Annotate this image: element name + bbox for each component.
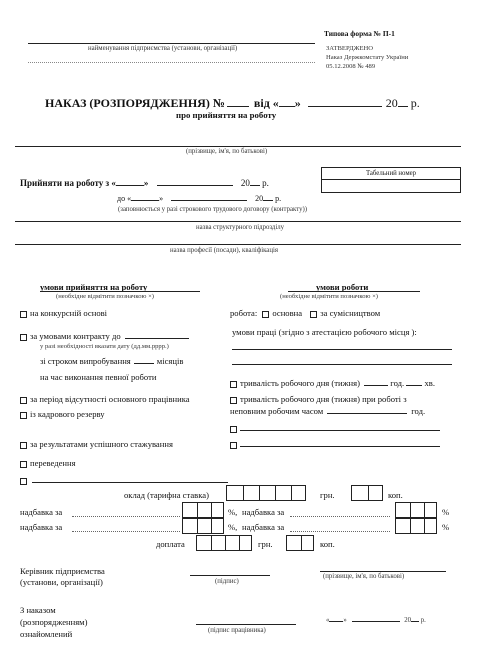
hire-to-day-field[interactable] (131, 200, 159, 201)
work-conditions-label: умови праці (згідно з атестацією робочого місця ): (232, 327, 417, 337)
partial-hours-label: год. (411, 406, 426, 416)
checkbox[interactable] (230, 397, 237, 404)
hire-from-month-field[interactable] (157, 185, 233, 186)
right-col-heading-line (288, 291, 420, 292)
checkbox[interactable] (20, 442, 27, 449)
right-col-heading: умови роботи (316, 282, 369, 292)
bonus3-reason-field[interactable] (72, 531, 180, 532)
rate-uah-field[interactable] (226, 485, 306, 501)
partial-day-label-2: неповним робочим часом (230, 406, 324, 416)
tab-number-label: Табельний номер (322, 168, 460, 180)
partial-hours-field[interactable] (327, 413, 407, 414)
checkbox[interactable] (230, 381, 237, 388)
org-name-caption: найменування підприємства (установи, організації) (88, 45, 238, 52)
approved-label: ЗАТВЕРДЖЕНО (326, 45, 374, 52)
order-month-field[interactable] (308, 106, 382, 107)
approving-order: Наказ Держкомстату України (326, 54, 409, 61)
head-signature-caption: (підпис) (215, 578, 239, 585)
checkbox[interactable] (262, 311, 269, 318)
cond-other-field[interactable] (32, 482, 228, 483)
left-col-note: (необхідне відмітити позначкою ×) (56, 293, 155, 300)
checkbox[interactable] (310, 311, 317, 318)
cond-reserve[interactable] (20, 409, 105, 419)
head-signature-field[interactable] (190, 575, 270, 576)
person-name-caption: (прізвище, ім'я, по батькові) (186, 148, 268, 155)
head-label-1: Керівник підприємства (20, 566, 105, 576)
tab-number-field[interactable] (322, 180, 460, 192)
work-conditions-line-1[interactable] (232, 349, 452, 350)
probation-row (40, 356, 183, 366)
ack-month-field[interactable] (352, 621, 400, 622)
unit-caption: назва структурного підрозділу (196, 224, 285, 231)
order-vid: від « (253, 96, 279, 110)
cond-competition[interactable] (20, 308, 107, 318)
position-caption: назва професії (посади), кваліфікація (170, 247, 278, 254)
person-name-line[interactable] (15, 146, 461, 147)
bonus4-reason-field[interactable] (290, 531, 390, 532)
hire-from-quote-close: » (143, 178, 149, 188)
checkbox[interactable] (230, 442, 237, 449)
cond-absence[interactable] (20, 394, 190, 404)
day-minutes-field[interactable] (406, 385, 422, 386)
hire-to-quote-close: » (159, 194, 164, 203)
day-length-row[interactable] (230, 378, 435, 388)
order-year-suffix: р. (407, 96, 420, 110)
order-subtitle: про прийняття на роботу (176, 110, 277, 120)
hire-to-year-suffix: р. (273, 194, 282, 203)
bonus2-percent-field[interactable] (395, 502, 437, 518)
work-main-label: основна (272, 308, 303, 318)
bonus2-percent-label: % (442, 507, 450, 517)
left-col-heading-line (40, 291, 200, 292)
hire-from-year-suffix: р. (259, 178, 269, 188)
extra-label: доплата (156, 539, 185, 549)
work-combo-label: за сумісництвом (320, 308, 381, 318)
ack-year-suffix: р. (419, 617, 426, 624)
org-name-line[interactable] (28, 43, 315, 44)
ack-label-2: (розпорядженням) (20, 617, 88, 627)
approval-date: 05.12.2008 № 489 (326, 63, 376, 70)
contract-note: у разі необхідності вказати дату (дд.мм.рррр.) (40, 343, 169, 350)
extra-kop-field[interactable] (286, 535, 314, 551)
hire-to-label: до « (117, 194, 132, 203)
ack-label-1: З наказом (20, 605, 56, 615)
day-hours-label: год. (390, 378, 405, 388)
employee-signature-field[interactable] (196, 624, 296, 625)
ack-date-close: » (343, 617, 347, 624)
bonus1-percent-label: %, (228, 507, 238, 517)
right-col-note: (необхідне відмітити позначкою ×) (280, 293, 379, 300)
work-type-label: робота: (230, 308, 258, 318)
bonus4-percent-label: % (442, 522, 450, 532)
order-day-field[interactable] (279, 106, 295, 107)
cond-transfer[interactable] (20, 458, 76, 468)
bonus3-percent-label: %, (228, 522, 238, 532)
head-label-2: (установи, організації) (20, 577, 103, 587)
partial-day-row-2 (230, 406, 425, 416)
hire-to-note: (заповнюється у разі строкового трудового договору (контракту)) (118, 206, 308, 213)
hire-to-month-field[interactable] (171, 200, 247, 201)
checkbox[interactable] (20, 311, 27, 318)
contract-date-field[interactable] (125, 338, 189, 339)
order-year-prefix: 20 (385, 96, 398, 110)
hire-from-year-prefix: 20 (240, 178, 250, 188)
day-hours-field[interactable] (364, 385, 388, 386)
org-name-line-2 (28, 62, 315, 63)
probation-label: зі строком випробування (40, 356, 131, 366)
partial-day-row[interactable] (230, 394, 407, 404)
right-other-1[interactable] (230, 423, 440, 433)
checkbox[interactable] (20, 461, 27, 468)
order-number-field[interactable] (227, 106, 249, 107)
bonus3-percent-field[interactable] (182, 518, 224, 534)
probation-months-field[interactable] (134, 363, 154, 364)
hire-to-year-prefix: 20 (255, 194, 264, 203)
head-name-caption: (прізвище, ім'я, по батькові) (323, 573, 405, 580)
order-year-field[interactable] (398, 106, 408, 107)
temp-work-label: на час виконання певної роботи (40, 372, 157, 382)
hire-to-row (117, 194, 281, 203)
probation-months-label: місяців (156, 356, 184, 366)
position-line[interactable] (15, 244, 461, 245)
order-quote-close: » (294, 96, 301, 110)
extra-kop-label: коп. (320, 539, 335, 549)
bonus2-reason-field[interactable] (290, 516, 390, 517)
hire-to-year-field[interactable] (263, 200, 273, 201)
checkbox[interactable] (20, 397, 27, 404)
hire-from-year-field[interactable] (250, 185, 260, 186)
rate-uah-label: грн. (320, 490, 335, 500)
ack-date-row (326, 617, 426, 624)
right-other-2[interactable] (230, 439, 440, 449)
ack-year-field[interactable] (411, 621, 419, 622)
hire-from-day-field[interactable] (116, 185, 144, 186)
bonus1-reason-field[interactable] (72, 516, 180, 517)
bonus1-percent-field[interactable] (182, 502, 224, 518)
partial-day-label: тривалість робочого дня (тижня) при роботі з (240, 394, 407, 404)
day-length-label: тривалість робочого дня (тижня) (240, 378, 360, 388)
bonus3-label: надбавка за (20, 522, 63, 532)
order-title-prefix: НАКАЗ (РОЗПОРЯДЖЕННЯ) № (45, 96, 225, 110)
checkbox[interactable] (20, 412, 27, 419)
cond-internship-label: за результатами успішного стажування (30, 439, 173, 449)
rate-kop-label: коп. (388, 490, 403, 500)
left-col-heading: умови прийняття на роботу (40, 282, 148, 292)
checkbox[interactable] (230, 426, 237, 433)
bonus4-label: надбавка за (242, 522, 285, 532)
cond-reserve-label: із кадрового резерву (30, 409, 105, 419)
work-conditions-line-2[interactable] (232, 364, 452, 365)
cond-competition-label: на конкурсній основі (30, 308, 108, 318)
ack-label-3: ознайомлений (20, 629, 73, 639)
ack-year-prefix: 20 (404, 617, 412, 624)
rate-kop-field[interactable] (351, 485, 383, 501)
cond-other[interactable] (20, 475, 228, 485)
bonus4-percent-field[interactable] (395, 518, 437, 534)
hire-from-label: Прийняти на роботу з « (20, 178, 116, 188)
cond-absence-label: за період відсутності основного працівника (30, 394, 190, 404)
bonus2-label: надбавка за (242, 507, 285, 517)
employee-signature-caption: (підпис працівника) (208, 627, 266, 634)
head-name-field[interactable] (320, 571, 446, 572)
form-title: Типова форма № П-1 (324, 29, 395, 38)
work-type-row (230, 308, 380, 318)
checkbox[interactable] (20, 478, 27, 485)
right-other-1-field[interactable] (240, 430, 440, 431)
extra-uah-field[interactable] (196, 535, 252, 551)
ack-day-field[interactable] (329, 621, 343, 622)
cond-contract-label: за умовами контракту до (30, 331, 121, 341)
day-minutes-label: хв. (424, 378, 435, 388)
cond-internship[interactable] (20, 439, 173, 449)
ack-date-open: « (326, 617, 330, 624)
checkbox[interactable] (20, 334, 27, 341)
extra-uah-label: грн. (258, 539, 273, 549)
order-title (45, 96, 420, 111)
right-other-2-field[interactable] (240, 446, 440, 447)
unit-line[interactable] (15, 221, 461, 222)
cond-transfer-label: переведення (30, 458, 76, 468)
tab-number-box (321, 167, 461, 193)
rate-label: оклад (тарифна ставка) (124, 490, 209, 500)
hire-from-row (20, 178, 269, 188)
bonus1-label: надбавка за (20, 507, 63, 517)
cond-contract[interactable] (20, 331, 189, 341)
